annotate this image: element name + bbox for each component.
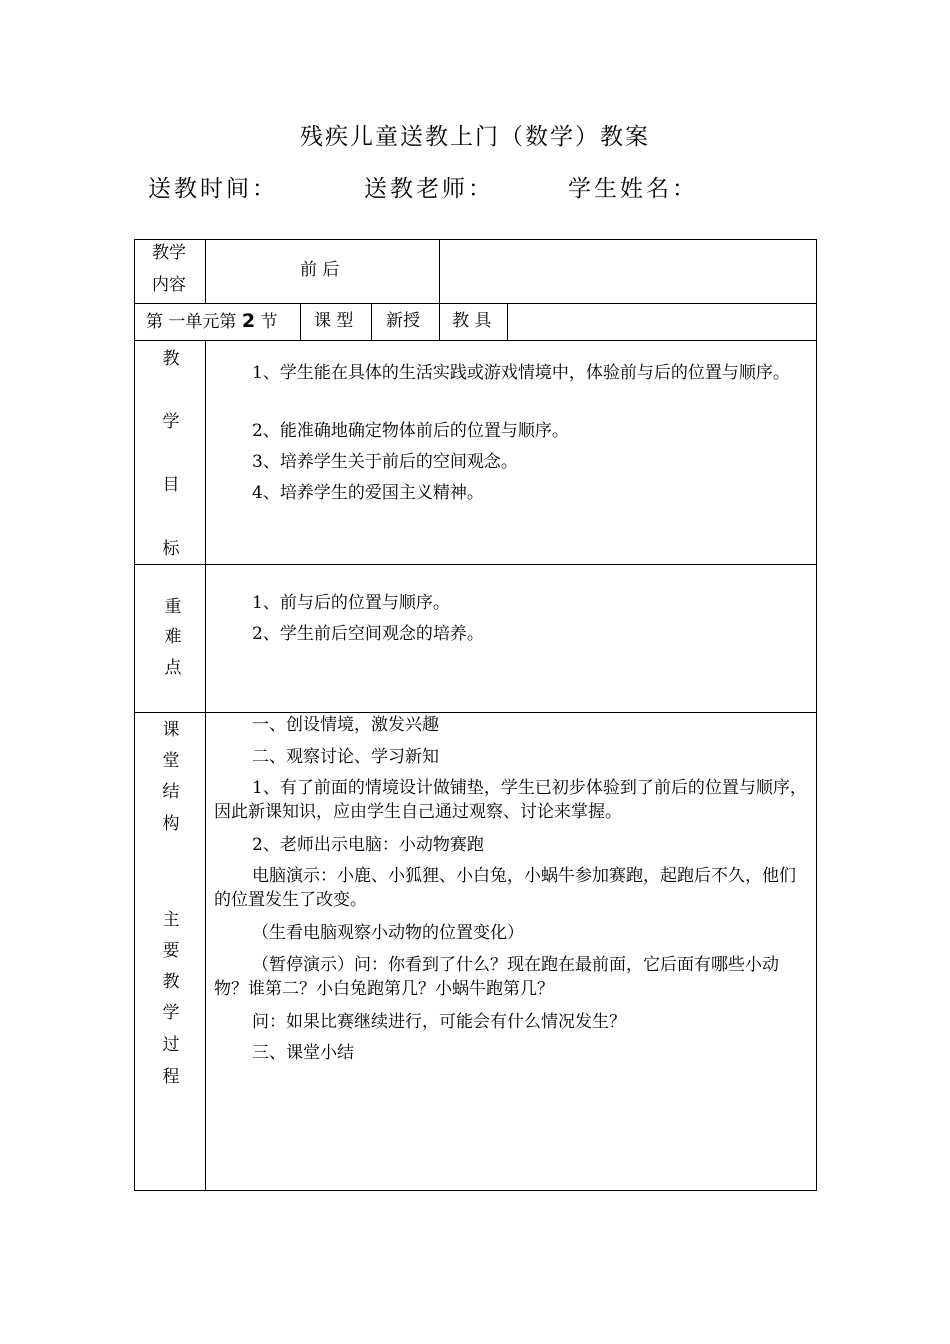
col-separator [205, 340, 206, 1191]
process-label-char: 课 [162, 720, 180, 740]
process-label-char: 过 [162, 1035, 180, 1055]
objective-item: 1、学生能在具体的生活实践或游戏情境中，体验前与后的位置与顺序。 [252, 363, 790, 383]
process-label-char: 主 [162, 910, 180, 930]
unit-suffix: 节 [260, 312, 278, 332]
content-label-line1: 教学 [152, 243, 186, 263]
objective-item: 3、培养学生关于前后的空间观念。 [252, 452, 518, 472]
col-separator [439, 239, 440, 303]
content-label-line2: 内容 [152, 275, 186, 295]
table-border-top [134, 239, 817, 240]
keypoint-item: 2、学生前后空间观念的培养。 [252, 624, 484, 644]
col-separator [300, 303, 301, 340]
objective-item: 4、培养学生的爱国主义精神。 [252, 483, 484, 503]
process-item: 一、创设情境，激发兴趣 [252, 715, 439, 735]
process-label-char: 堂 [162, 751, 180, 771]
process-item: 二、观察讨论、学习新知 [252, 747, 439, 767]
objectives-label-char: 学 [162, 412, 180, 432]
process-label-char: 教 [162, 972, 180, 992]
table-border-bottom [134, 1190, 817, 1191]
process-item: 2、老师出示电脑：小动物赛跑 [252, 835, 484, 855]
table-border-left [134, 239, 135, 1191]
page-title: 残疾儿童送教上门（数学）教案 [300, 124, 650, 150]
col-separator [439, 303, 440, 340]
process-item: 电脑演示：小鹿、小狐狸、小白兔，小蜗牛参加赛跑，起跑后不久，他们的位置发生了改变。 [214, 866, 796, 910]
table-border-right [816, 239, 817, 1191]
unit-number: 2 [241, 310, 256, 332]
unit-info [146, 309, 277, 334]
process-item: 1、有了前面的情境设计做铺垫，学生已初步体验到了前后的位置与顺序，因此新课知识，应由学生自己通过观察、讨论来掌握。 [214, 778, 807, 822]
process-item: 问：如果比赛继续进行，可能会有什么情况发生？ [252, 1012, 626, 1032]
process-item: 三、课堂小结 [252, 1043, 354, 1063]
keypoints-label-char: 难 [164, 627, 182, 647]
student-name-label: 学生姓名： [568, 176, 698, 202]
lesson-type-label: 课 型 [314, 311, 354, 331]
col-separator [507, 303, 508, 340]
row-separator [134, 564, 817, 565]
lesson-topic: 前 后 [300, 260, 340, 280]
process-item: （生看电脑观察小动物的位置变化） [252, 923, 524, 943]
lesson-type-value: 新授 [386, 311, 420, 331]
row-separator [134, 340, 817, 341]
send-time-label: 送教时间： [148, 176, 278, 202]
process-label-char: 学 [162, 1003, 180, 1023]
keypoint-item: 1、前与后的位置与顺序。 [252, 593, 450, 613]
process-label-char: 程 [162, 1067, 180, 1087]
col-separator [205, 239, 206, 303]
row-separator [134, 303, 817, 304]
col-separator [371, 303, 372, 340]
objective-item: 2、能准确地确定物体前后的位置与顺序。 [252, 421, 569, 441]
unit-prefix: 第 一单元第 [146, 312, 237, 332]
keypoints-label-char: 重 [164, 597, 182, 617]
process-label-char: 构 [162, 814, 180, 834]
objectives-label-char: 标 [162, 539, 180, 559]
teaching-tools-label: 教 具 [452, 311, 492, 331]
objectives-label-char: 目 [162, 475, 180, 495]
keypoints-label-char: 点 [164, 658, 182, 678]
process-item: （暂停演示）问：你看到了什么？现在跑在最前面，它后面有哪些小动物？谁第二？小白兔跑第几？小蜗牛跑第几？ [214, 955, 779, 999]
process-label-char: 要 [162, 941, 180, 961]
teacher-label: 送教老师： [364, 176, 494, 202]
process-label-char: 结 [162, 782, 180, 802]
objectives-label-char: 教 [162, 349, 180, 369]
